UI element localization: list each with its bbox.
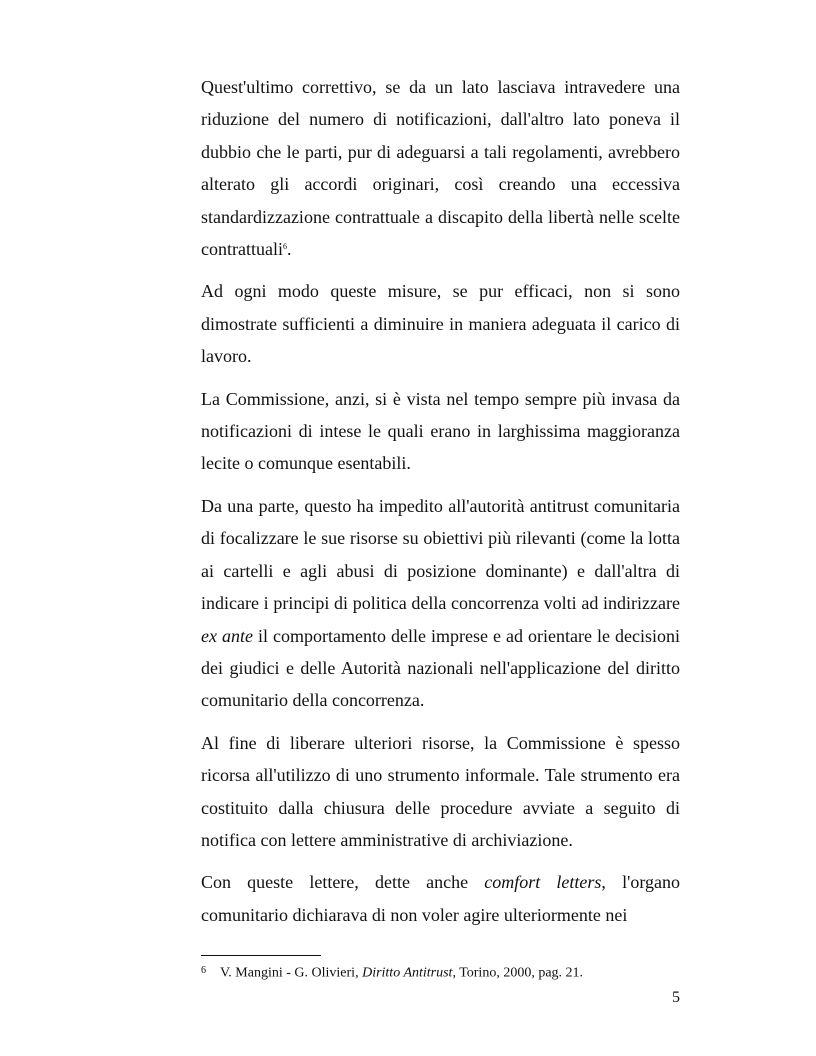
paragraph-6-italic-term: comfort letters	[484, 872, 602, 893]
paragraph-4-text-start: Da una parte, questo ha impedito all'autorità antitrust comunitaria di focalizzare le sue risorse su obiettivi più rilevanti (come la lotta ai cartelli e agli abusi di posizione dominante) e dall'altra di indicare i principi di politica della concorrenza volti ad indirizzare	[201, 495, 680, 614]
page-number: 5	[672, 989, 680, 1006]
paragraph-6	[201, 866, 680, 931]
footnote	[201, 962, 681, 983]
paragraph-3: La Commissione, anzi, si è vista nel tempo sempre più invasa da notificazioni di intese le quali erano in larghissima maggioranza lecite o comunque esentabili.	[201, 388, 680, 474]
paragraph-5: Al fine di liberare ulteriori risorse, la Commissione è spesso ricorsa all'utilizzo di uno strumento informale. Tale strumento era costituito dalla chiusura delle procedure avviate a seguito di notifica con lettere amministrative di archiviazione.	[201, 732, 680, 850]
footnote-separator	[201, 955, 321, 956]
footnote-mark: 6	[201, 965, 206, 976]
footnote-reference[interactable]: 6	[282, 242, 287, 252]
footnote-text-start: V. Mangini - G. Olivieri,	[220, 965, 363, 981]
footnote-text-end: , Torino, 2000, pag. 21.	[452, 965, 584, 981]
paragraph-6-text-start: Con queste lettere, dette anche	[201, 872, 485, 893]
paragraph-4	[201, 490, 680, 717]
paragraph-2: Ad ogni modo queste misure, se pur efficaci, non si sono dimostrate sufficienti a diminuire in maniera adeguata il carico di lavoro.	[201, 281, 680, 367]
paragraph-1	[201, 71, 680, 265]
paragraph-1-end: .	[286, 239, 292, 260]
paragraph-1-text: Quest'ultimo correttivo, se da un lato lasciava intravedere una riduzione del numero di notificazioni, dall'altro lato poneva il dubbio che le parti, pur di adeguarsi a tali regolamenti, avrebbero alterato gli accordi originari, così creando una eccessiva standardizzazione contrattuale a discapito della libertà nelle scelte contrattuali	[201, 77, 680, 260]
paragraph-6-text-end: , l'organo comunitario dichiarava di non voler agire ulteriormente nei	[201, 872, 680, 925]
body-text	[201, 71, 680, 941]
paragraph-4-text-end: il comportamento delle imprese e ad orientare le decisioni dei giudici e delle Autorità nazionali nell'applicazione del diritto comunitario della concorrenza.	[201, 625, 681, 711]
footnote-book-title: Diritto Antitrust	[362, 965, 453, 981]
paragraph-4-italic-term: ex ante	[201, 625, 253, 646]
